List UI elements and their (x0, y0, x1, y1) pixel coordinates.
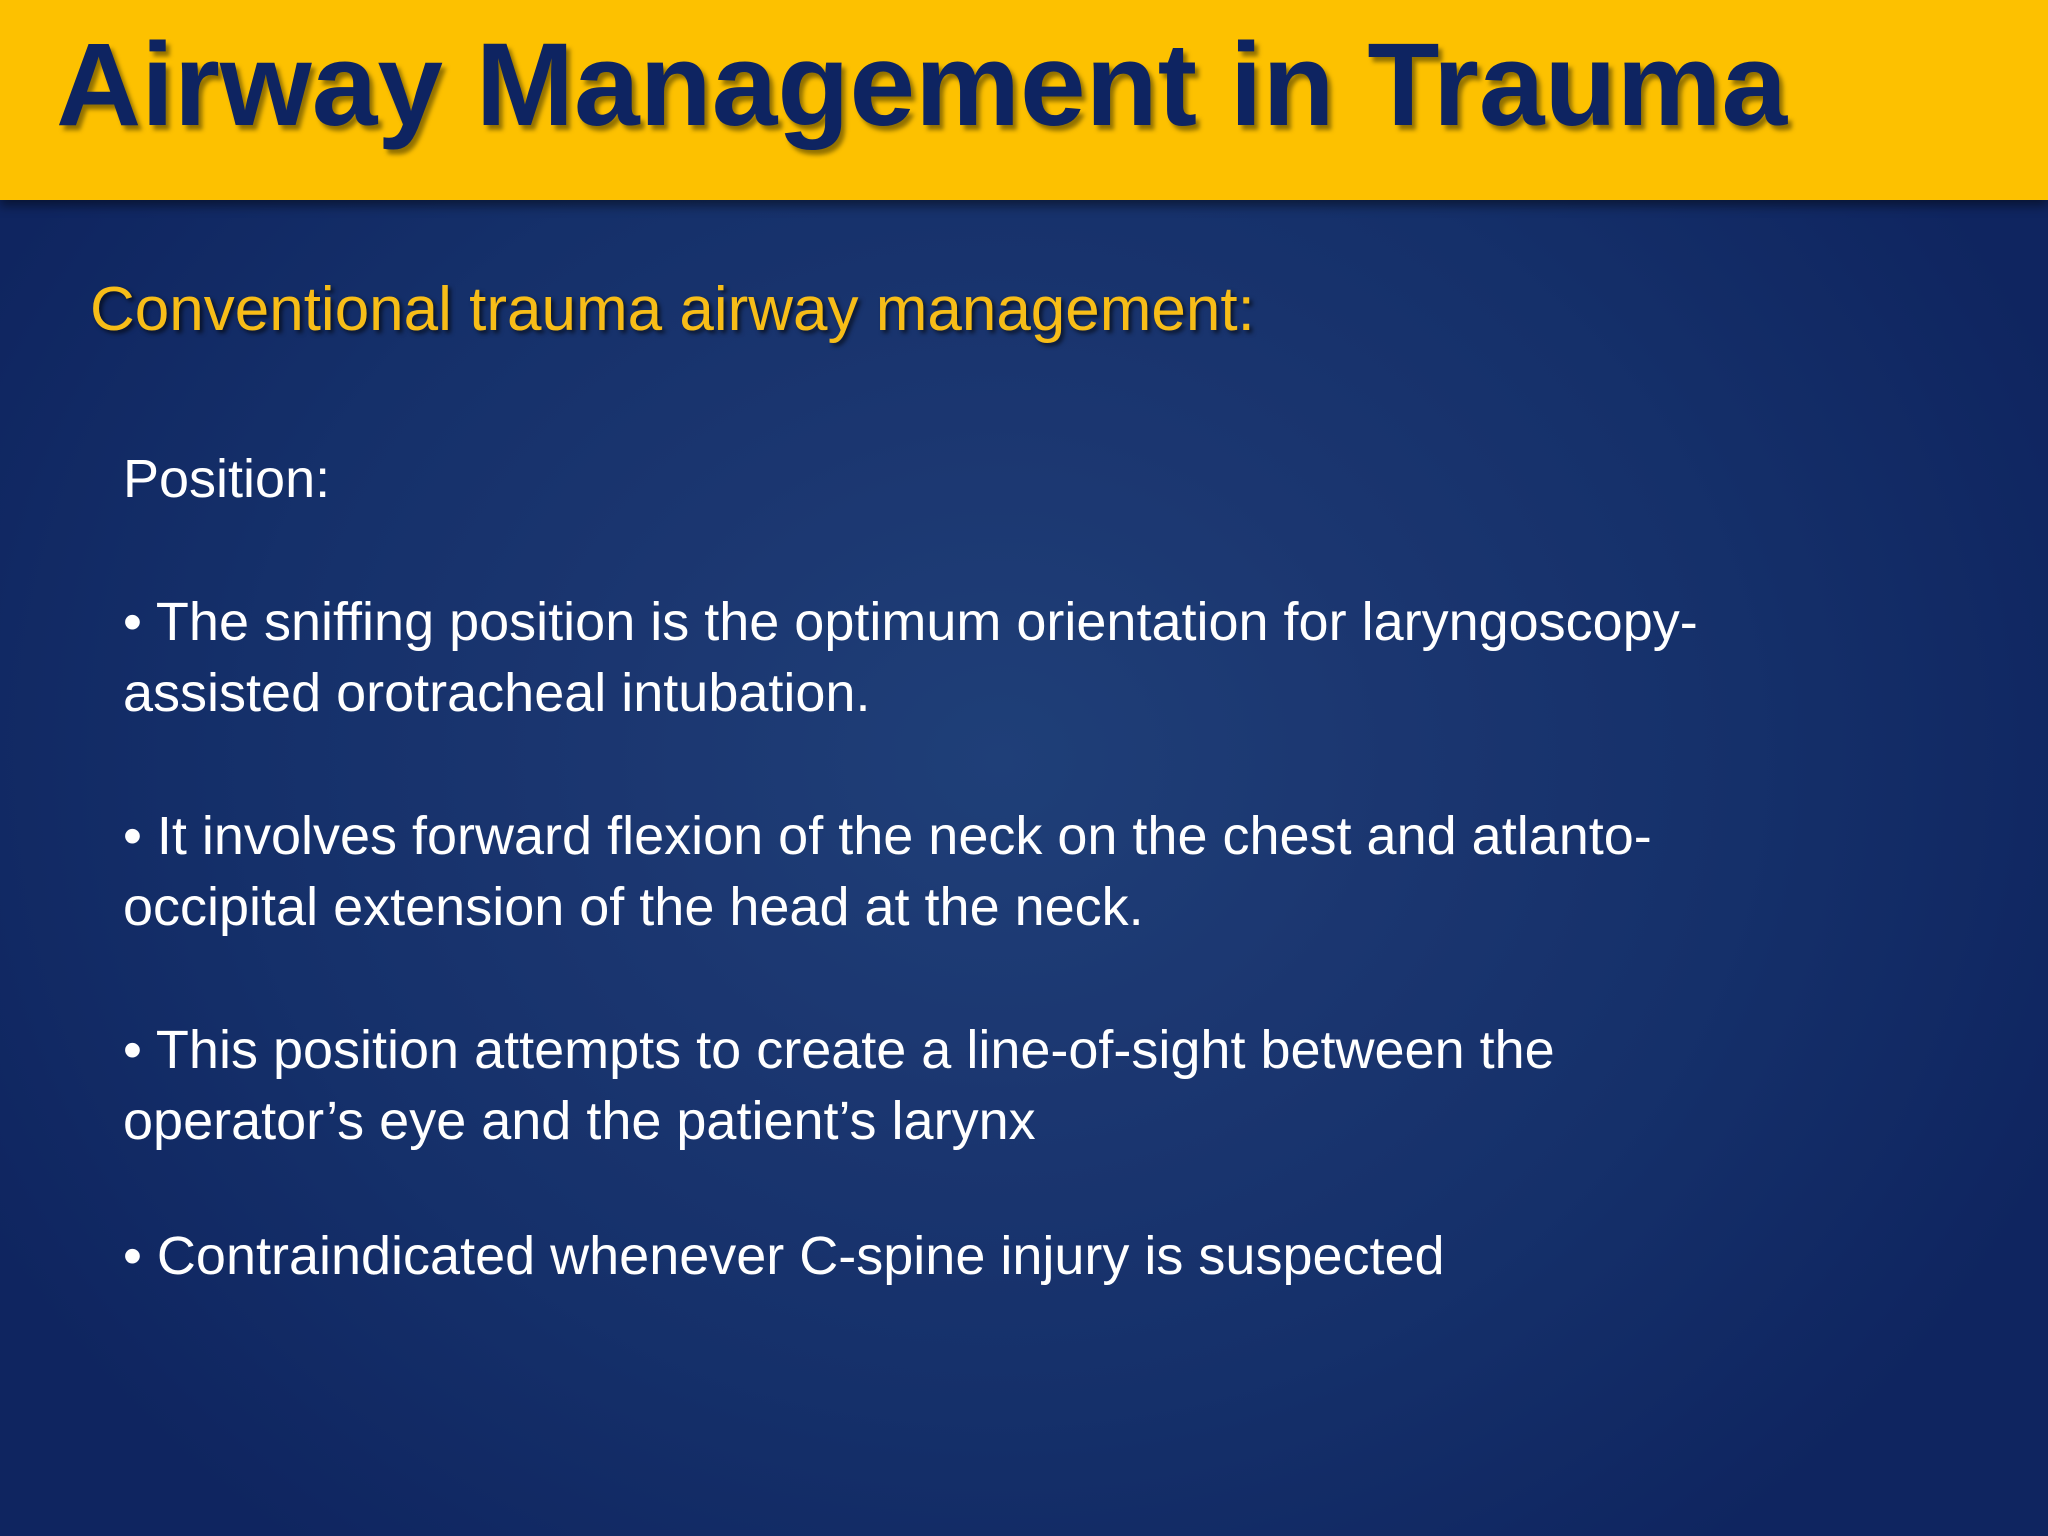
bullet-line: • Contraindicated whenever C-spine injury is suspected (123, 1226, 1445, 1286)
bullet-line: • The sniffing position is the optimum orientation for laryngoscopy- (123, 592, 1698, 652)
bullet-item-sniffing-position (123, 587, 1923, 729)
bullet-item-contraindication (123, 1221, 1923, 1292)
bullet-item-line-of-sight (123, 1015, 1923, 1157)
bullet-line: occipital extension of the head at the neck. (123, 877, 1144, 937)
slide-subtitle: Conventional trauma airway management: (90, 275, 1255, 344)
title-band (0, 0, 2048, 200)
slide-body (123, 444, 1923, 1292)
bullet-line: operator’s eye and the patient’s larynx (123, 1091, 1036, 1151)
bullet-line: • This position attempts to create a line-of-sight between the (123, 1020, 1555, 1080)
slide-title: Airway Management in Trauma (56, 19, 1788, 151)
bullet-line: assisted orotracheal intubation. (123, 663, 871, 723)
bullet-item-neck-flexion (123, 801, 1923, 943)
bullet-line: • It involves forward flexion of the neck on the chest and atlanto- (123, 806, 1652, 866)
section-heading: Position: (123, 449, 331, 509)
